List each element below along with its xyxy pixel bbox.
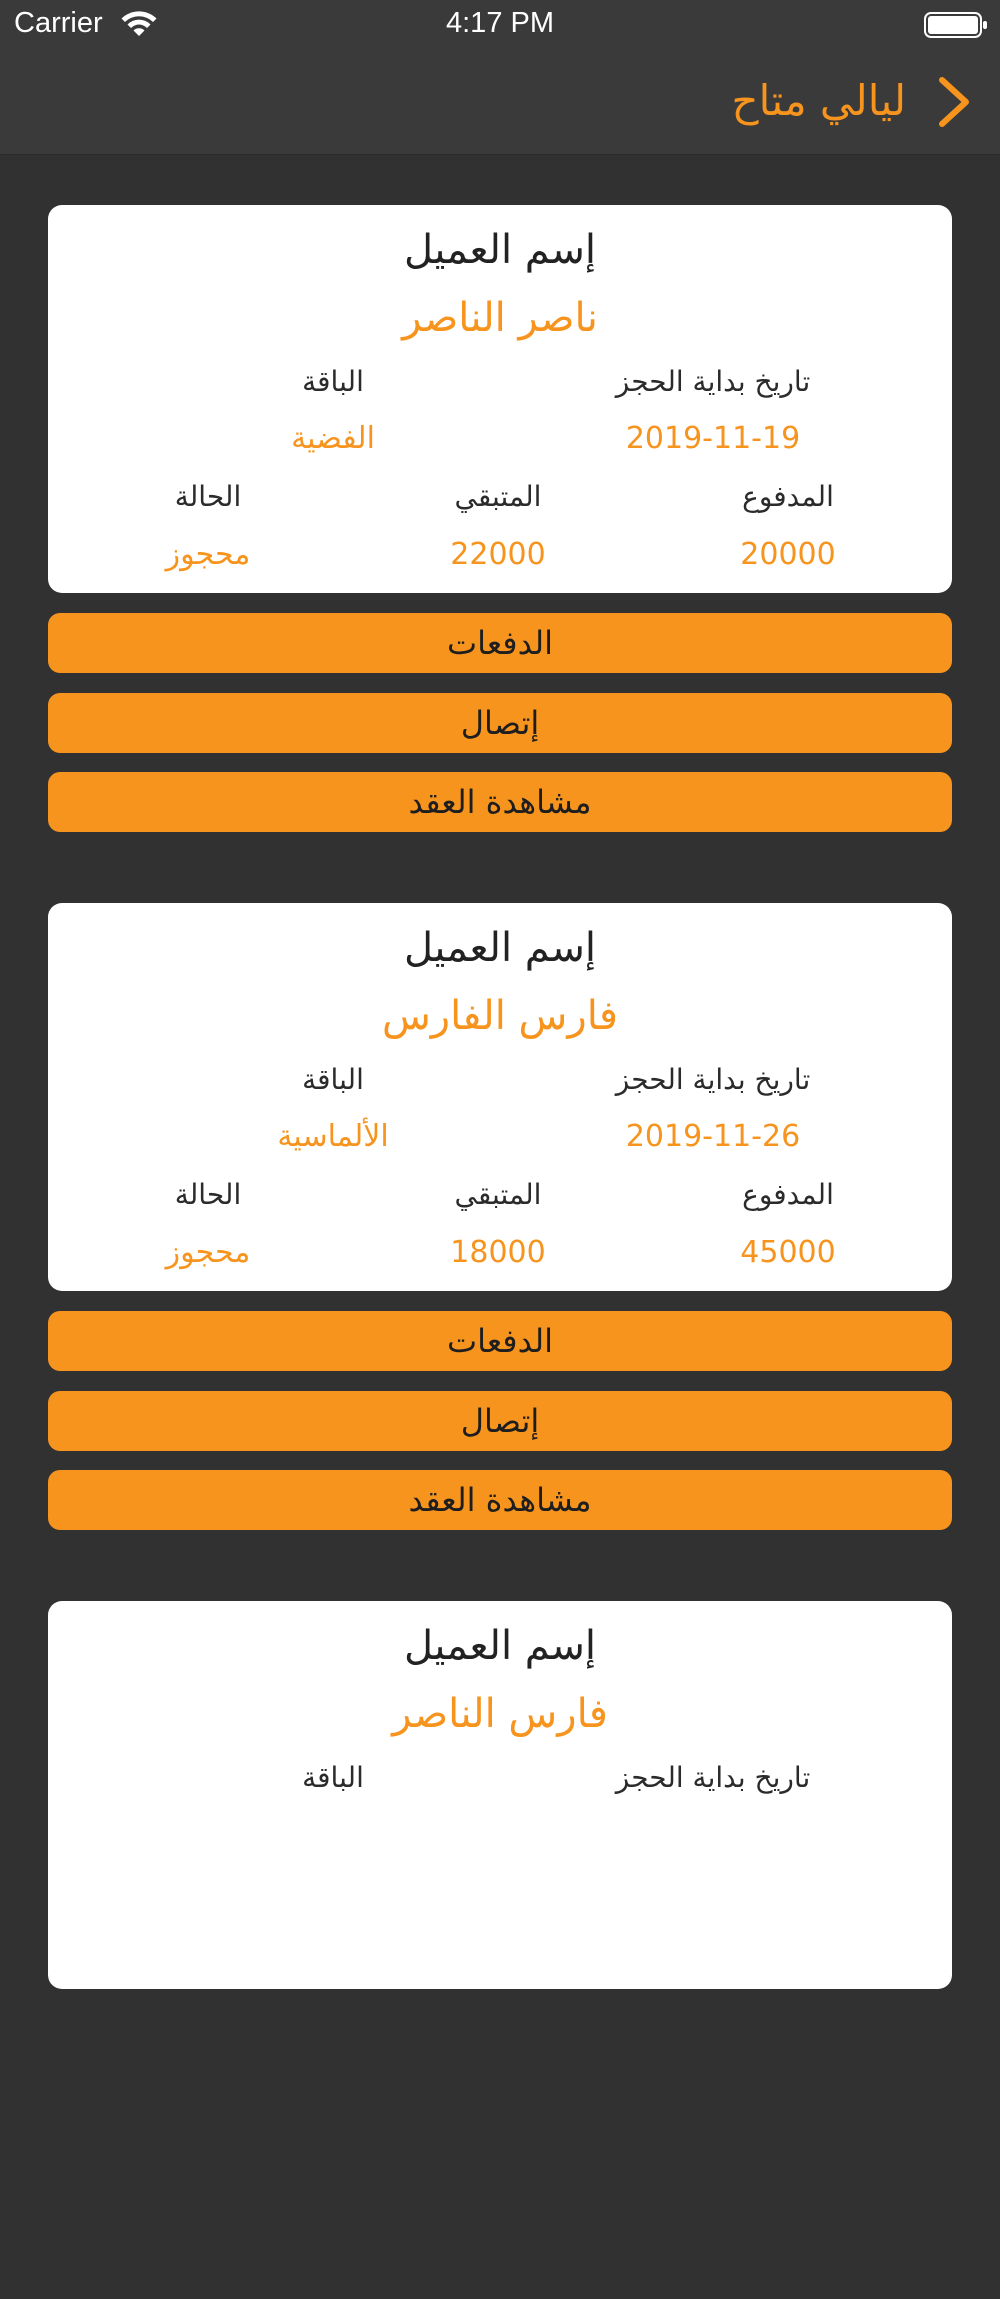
start-date-label: تاريخ بداية الحجز [615, 1761, 811, 1794]
customer-name-value: فارس الفارس [381, 993, 619, 1039]
chevron-right-icon[interactable] [934, 76, 972, 128]
payments-button[interactable]: الدفعات [48, 1311, 952, 1371]
nav-title: ليالي متاح [731, 76, 906, 125]
contact-button[interactable]: إتصال [48, 1391, 952, 1451]
paid-label: المدفوع [742, 480, 834, 513]
start-date-value: 2019-11-19 [625, 421, 801, 456]
booking-item [48, 903, 952, 1601]
battery-icon [924, 11, 988, 39]
status-label: الحالة [174, 480, 242, 513]
remaining-label: المتبقي [454, 1178, 542, 1211]
package-value: الفضية [291, 421, 375, 456]
booking-card [48, 903, 952, 1291]
start-date-label: تاريخ بداية الحجز [615, 365, 811, 398]
payments-button[interactable]: الدفعات [48, 613, 952, 673]
booking-item [48, 205, 952, 903]
remaining-value: 22000 [450, 537, 546, 572]
view-contract-button[interactable]: مشاهدة العقد [48, 1470, 952, 1530]
navigation-bar [0, 50, 1000, 155]
status-value: محجوز [165, 537, 251, 572]
status-time: 4:17 PM [446, 7, 554, 39]
status-bar [0, 0, 1000, 50]
bookings-list [48, 205, 952, 2299]
paid-value: 45000 [740, 1235, 836, 1270]
remaining-label: المتبقي [454, 480, 542, 513]
paid-value: 20000 [740, 537, 836, 572]
customer-name-value: ناصر الناصر [402, 295, 598, 341]
start-date-label: تاريخ بداية الحجز [615, 1063, 811, 1096]
status-value: محجوز [165, 1235, 251, 1270]
status-label: الحالة [174, 1178, 242, 1211]
customer-name-value: فارس الناصر [392, 1691, 608, 1737]
contact-button[interactable]: إتصال [48, 693, 952, 753]
customer-name-label: إسم العميل [403, 1623, 597, 1669]
remaining-value: 18000 [450, 1235, 546, 1270]
package-value: الألماسية [277, 1119, 389, 1154]
package-label: الباقة [302, 1063, 364, 1096]
paid-label: المدفوع [742, 1178, 834, 1211]
view-contract-button[interactable]: مشاهدة العقد [48, 772, 952, 832]
package-label: الباقة [302, 365, 364, 398]
customer-name-label: إسم العميل [403, 227, 597, 273]
booking-card [48, 1601, 952, 1989]
carrier-label: Carrier [14, 7, 103, 39]
booking-item [48, 1601, 952, 2299]
customer-name-label: إسم العميل [403, 925, 597, 971]
package-label: الباقة [302, 1761, 364, 1794]
booking-card [48, 205, 952, 593]
start-date-value: 2019-11-26 [625, 1119, 801, 1154]
